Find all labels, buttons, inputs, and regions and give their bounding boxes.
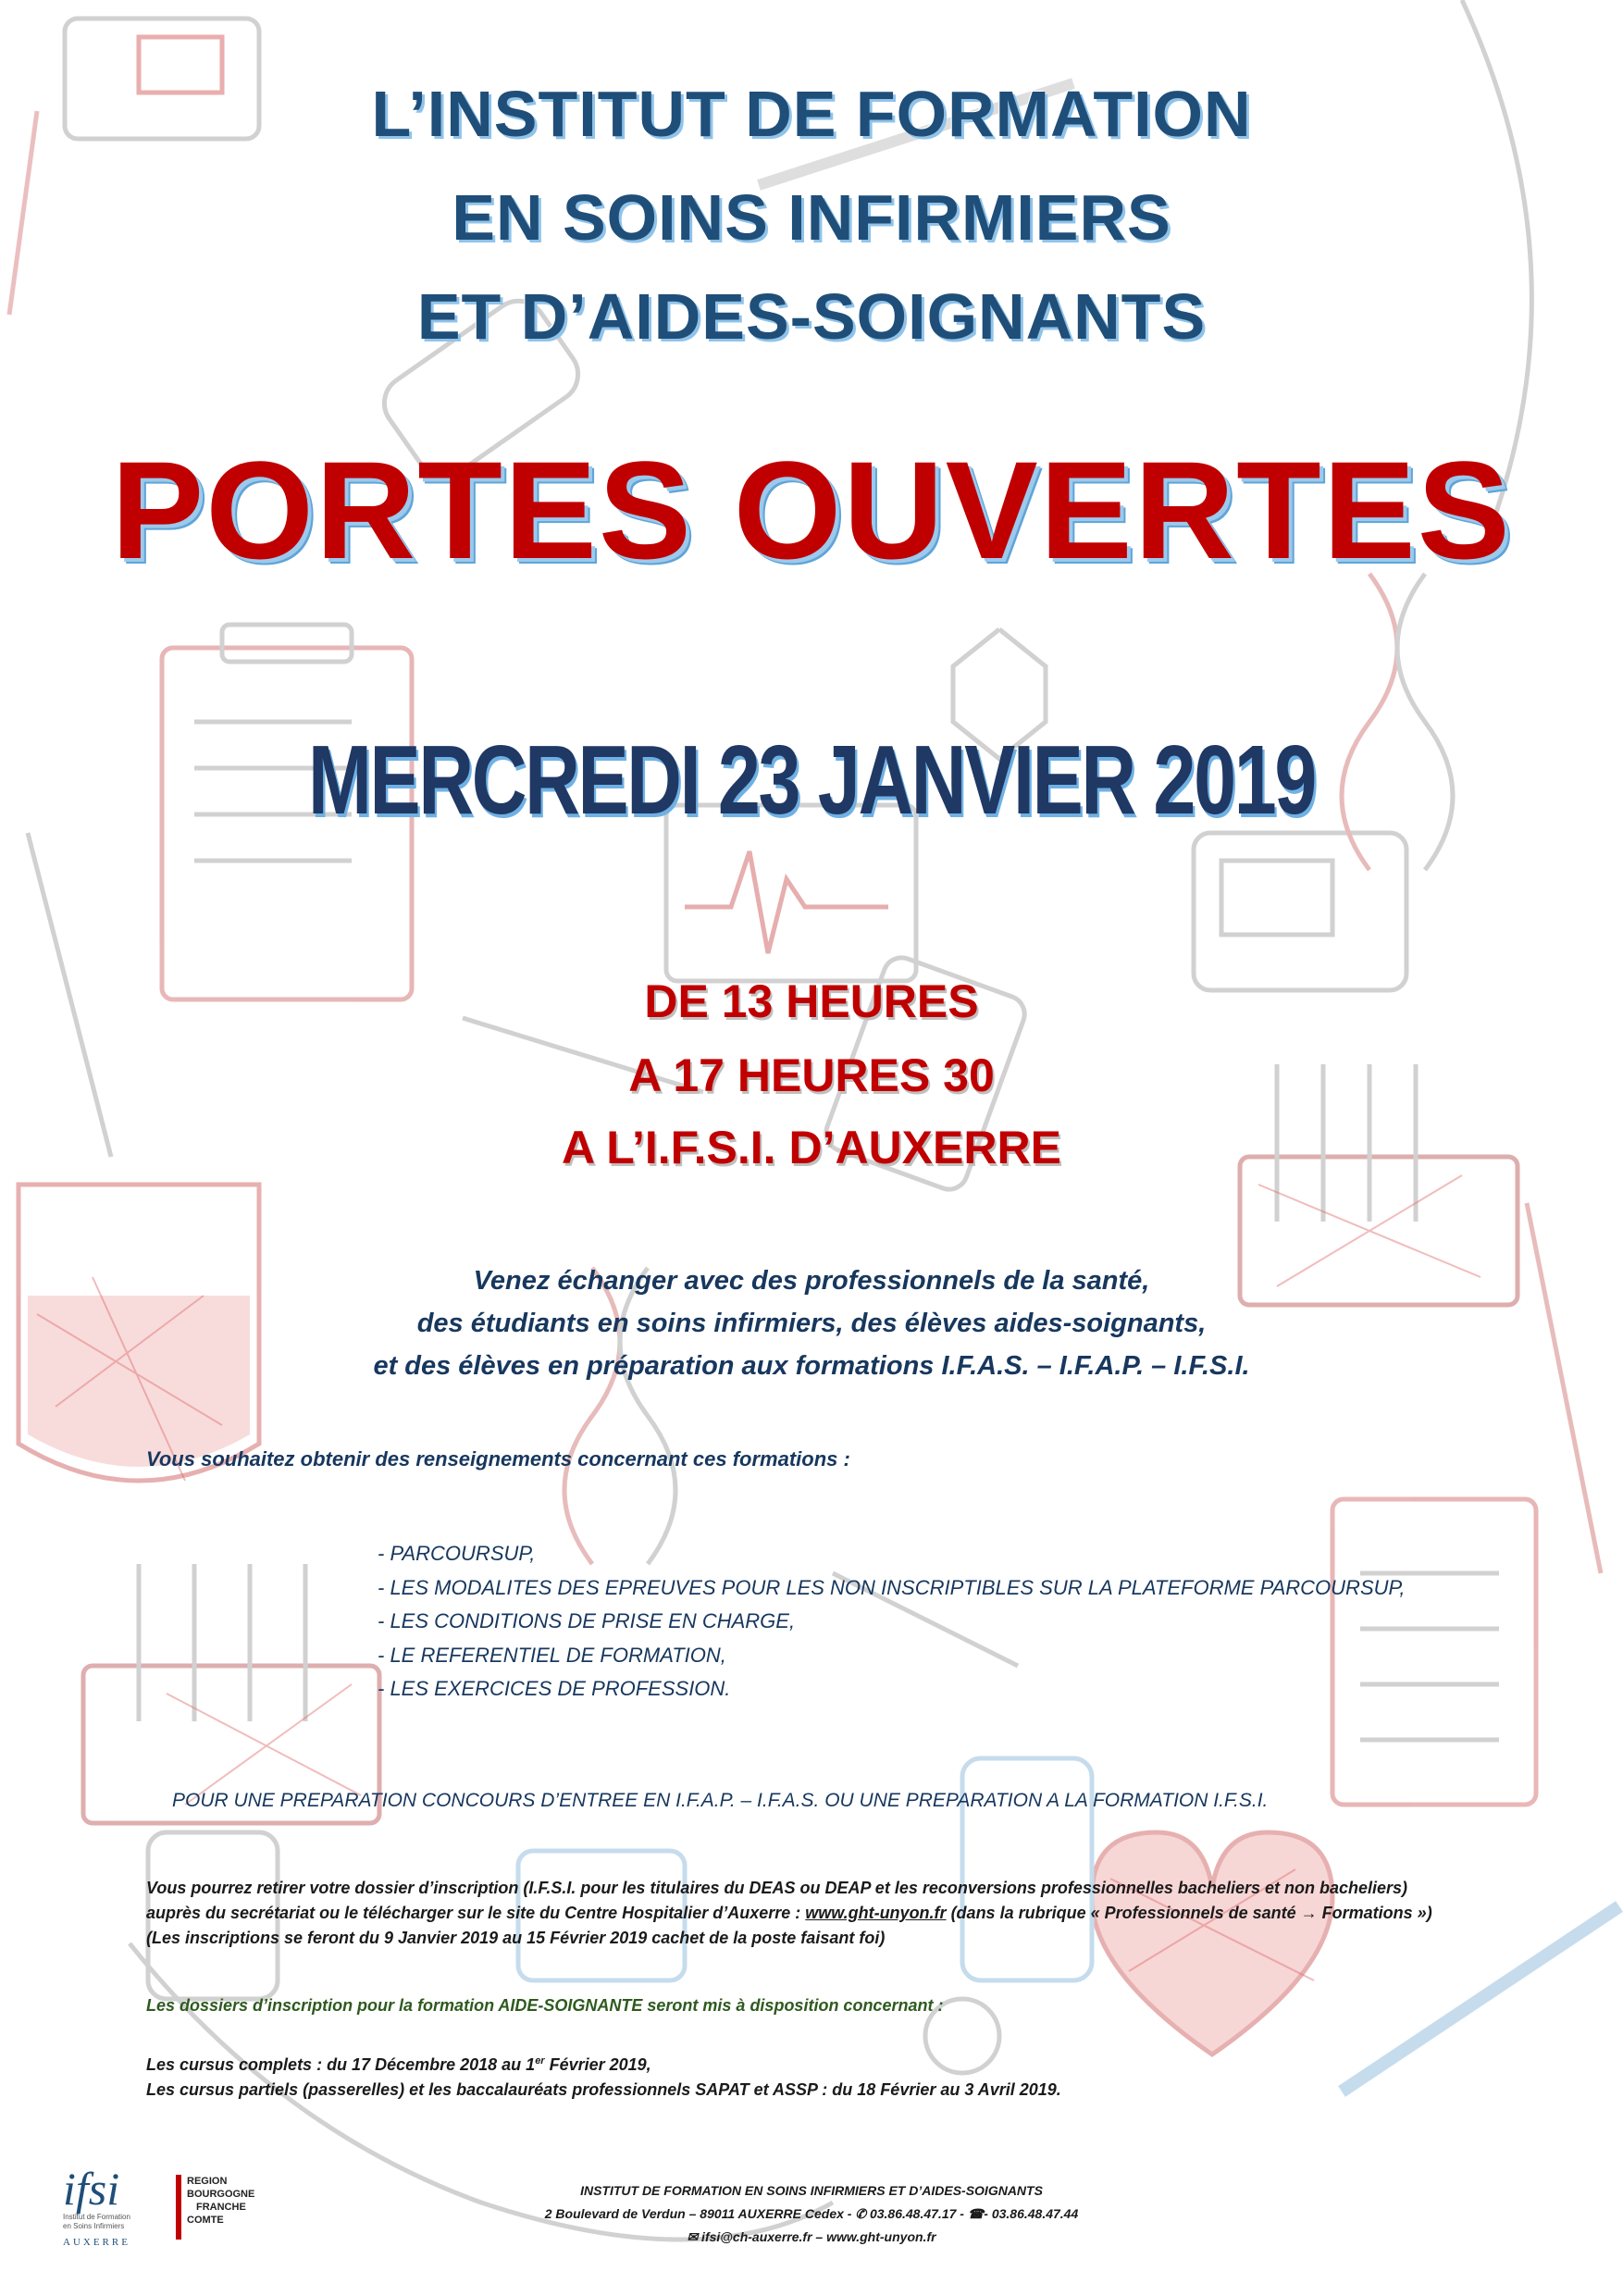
cursus-complets-text: Les cursus complets : du 17 Décembre 2018 au 1 — [146, 2055, 536, 2074]
intro-line-2: des étudiants en soins infirmiers, des élèves aides-soignants, — [416, 1309, 1207, 1338]
ifsi-logo-subtitle1: Institut de Formation — [63, 2213, 130, 2221]
event-date: MERCREDI 23 JANVIER 2019 — [307, 726, 1316, 835]
footer-institute: INSTITUT DE FORMATION EN SOINS INFIRMIERS ET D’AIDES-SOIGNANTS — [580, 2183, 1043, 2198]
footer-address: 2 Boulevard de Verdun – 89011 AUXERRE Cedex - ✆ 03.86.48.47.17 - ☎- 03.86.48.47.44 — [544, 2206, 1079, 2221]
registration-line-1: Vous pourrez retirer votre dossier d’inscription (I.F.S.I. pour les titulaires du DEAS ou DEAP et les reconversions professionnelles bacheliers et non bacheliers) — [146, 1879, 1408, 1897]
ifsi-logo-city: AUXERRE — [63, 2237, 130, 2248]
website-link[interactable]: www.ght-unyon.fr — [805, 1904, 947, 1922]
region-logo-line2: BOURGOGNE — [187, 2189, 255, 2200]
cursus-complets-suffix: Février 2019, — [544, 2055, 651, 2074]
hours-line-1: DE 13 HEURES — [644, 975, 979, 1027]
institute-line-3: ET D’AIDES-SOIGNANTS — [416, 280, 1207, 353]
footer-contact: ✉ ifsi@ch-auxerre.fr – www.ght-unyon.fr — [687, 2229, 936, 2244]
region-logo-line3: FRANCHE — [196, 2202, 246, 2213]
intro-line-1: Venez échanger avec des professionnels de la santé, — [473, 1266, 1150, 1296]
ifsi-logo-graphic — [57, 2156, 279, 2258]
preparation-note: POUR UNE PREPARATION CONCOURS D’ENTREE EN I.F.A.P. – I.F.A.S. OU UNE PREPARATION A LA FORMATION I.F.S.I. — [172, 1790, 1269, 1811]
cursus-complets-sup: er — [535, 2055, 545, 2066]
aide-soignante-intro: Les dossiers d’inscription pour la formation AIDE-SOIGNANTE seront mis à disposition concernant : — [146, 1996, 944, 2015]
registration-text-suffix: (dans la rubrique « Professionnels de santé → Formations ») — [946, 1904, 1432, 1922]
intro-line-3: et des élèves en préparation aux formations I.F.A.S. – I.F.A.P. – I.F.S.I. — [373, 1351, 1250, 1381]
topic-item: - LES CONDITIONS DE PRISE EN CHARGE, — [378, 1609, 796, 1632]
topic-item: - LES MODALITES DES EPREUVES POUR LES NON INSCRIPTIBLES SUR LA PLATEFORME PARCOURSUP, — [378, 1576, 1406, 1599]
topic-item: - LES EXERCICES DE PROFESSION. — [378, 1677, 731, 1700]
registration-text: auprès du secrétariat ou le télécharger sur le site du Centre Hospitalier d’Auxerre : — [146, 1904, 806, 1922]
page-title: PORTES OUVERTES — [111, 432, 1512, 588]
institute-line-2: EN SOINS INFIRMIERS — [452, 181, 1171, 254]
region-logo-mark — [176, 2175, 181, 2240]
location-line: A L’I.F.S.I. D’AUXERRE — [562, 1122, 1061, 1173]
topic-item: - PARCOURSUP, — [378, 1542, 536, 1565]
cursus-complets — [146, 2056, 651, 2073]
region-logo-line4: COMTE — [187, 2215, 224, 2226]
region-logo-line1: REGION — [187, 2176, 228, 2187]
registration-line-2 — [146, 1905, 1432, 1921]
topic-item: - LE REFERENTIEL DE FORMATION, — [378, 1644, 726, 1667]
ifsi-logo — [57, 2156, 279, 2258]
ifsi-logo-subtitle2: en Soins Infirmiers — [63, 2222, 125, 2230]
cursus-partiels: Les cursus partiels (passerelles) et les baccalauréats professionnels SAPAT et ASSP : du 18 Février au 3 Avril 2019. — [146, 2080, 1061, 2099]
hours-line-2: A 17 HEURES 30 — [628, 1049, 995, 1101]
info-question: Vous souhaitez obtenir des renseignements concernant ces formations : — [146, 1447, 850, 1471]
ifsi-logo-text: ifsi — [63, 2163, 120, 2215]
registration-line-3: (Les inscriptions se feront du 9 Janvier 2019 au 15 Février 2019 cachet de la poste faisant foi) — [146, 1929, 886, 1947]
institute-line-1: L’INSTITUT DE FORMATION — [371, 78, 1252, 150]
